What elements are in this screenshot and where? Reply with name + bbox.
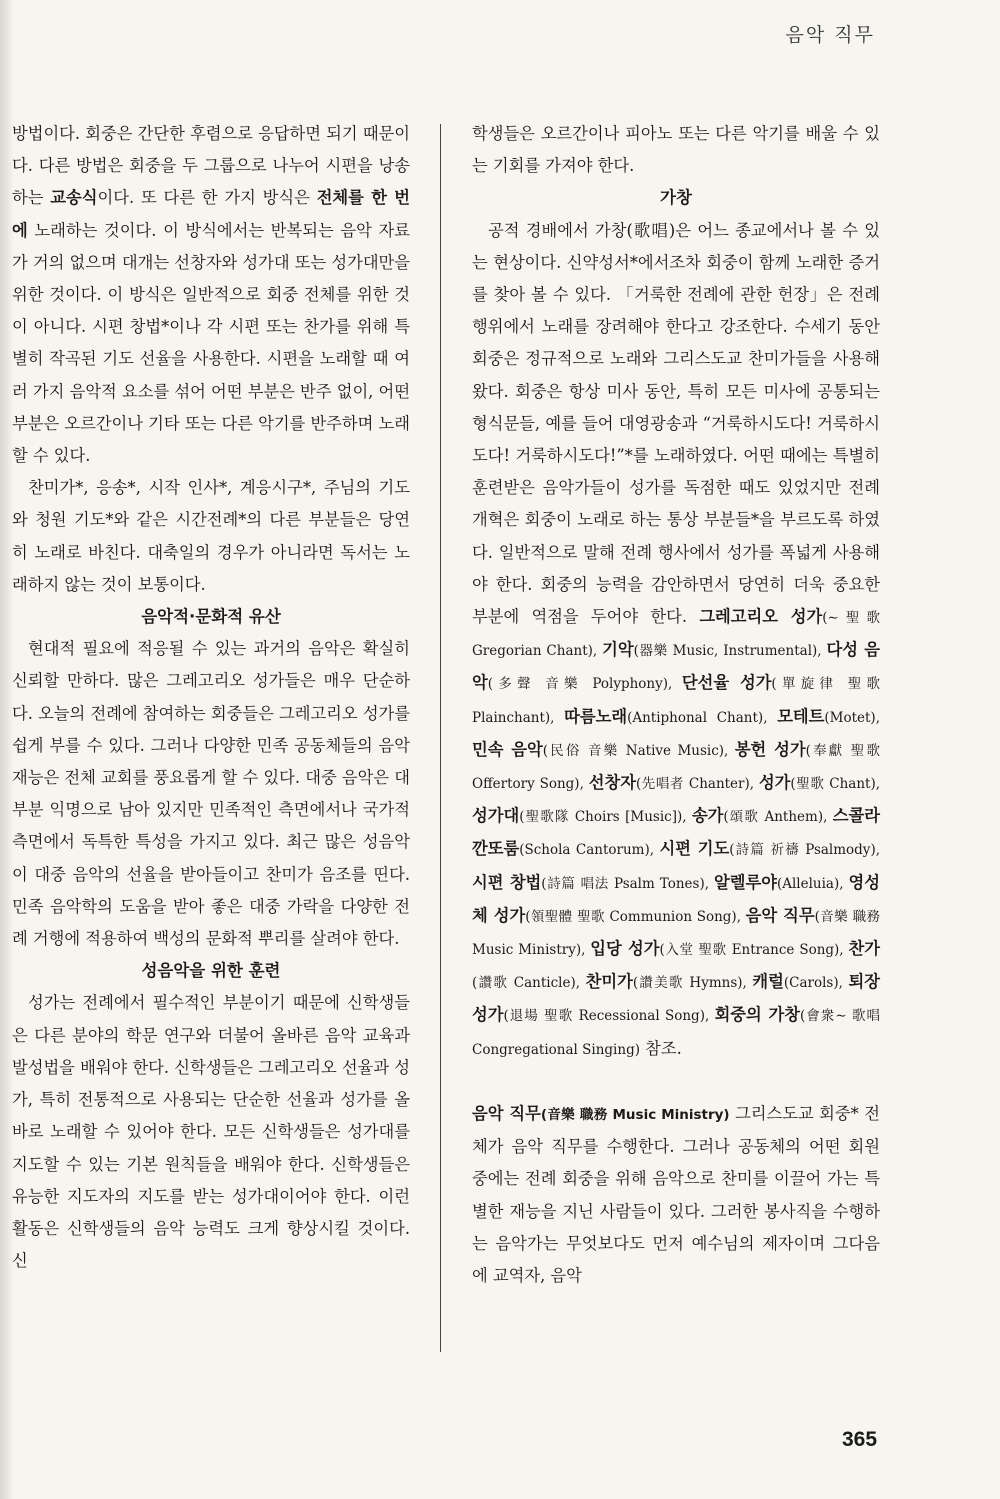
- cross-reference-gloss: (聖歌 Chant),: [790, 776, 881, 793]
- cross-reference-term: 모테트: [777, 706, 825, 726]
- section-heading-training: 성음악을 위한 훈련: [141, 961, 281, 981]
- cross-reference-gloss: (多聲 音樂 Polyphony),: [487, 676, 682, 693]
- cross-reference-term: 민속 음악: [472, 739, 543, 759]
- cross-reference-term: 회중의 가창: [714, 1005, 800, 1025]
- section-heading-singing: 가창: [660, 188, 692, 208]
- cross-reference-term: 다성 음악: [472, 640, 881, 693]
- cross-reference-term: 찬가: [848, 939, 880, 959]
- cross-reference-term: 찬미가: [585, 972, 633, 992]
- cross-reference-term: 단선율 성가: [681, 673, 772, 693]
- cross-reference-gloss: (頌歌 Anthem),: [723, 809, 833, 826]
- bold-term: 교송식: [50, 188, 98, 208]
- cross-reference-term: 송가: [691, 806, 724, 826]
- page-number: 365: [842, 1428, 878, 1451]
- cross-reference-gloss: (讚美歌 Hymns),: [632, 975, 753, 992]
- cross-reference-gloss: (會衆∼ 歌唱 Congregational Singing): [472, 1008, 880, 1058]
- left-paragraph-4: 성가는 전례에서 필수적인 부분이기 때문에 신학생들은 다른 분야의 학문 연구와 더불어 올바른 음악 교육과 발성법을 배워야 한다. 신학생들은 그레고리오 선율과 성가, 특히 전통적으로 사용되는 단순한 선율과 성가를 올바로 노래할 수 있어야 한다. 모든 신학생들은 성가대를 지도할 수 있는 기본 원칙들을 배워야 한다. 신학생들은 유능한 지도자의 지도를 받는 성가대이어야 한다. 이런 활동은 신학생들의 음악 능력도 크게 향상시킬 것이다. 신: [12, 993, 410, 1271]
- cross-reference-gloss: (退場 聖歌 Recessional Song),: [503, 1008, 715, 1025]
- text-run: 공적 경배에서 가창(歌唱)은 어느 종교에서나 볼 수 있는 현상이다. 신약성서*에서조차 회중이 함께 노래한 증거를 찾아 볼 수 있다. 「거룩한 전례에 관한 헌장」은 전례 행위에서 노래를 장려해야 한다고 강조한다. 수세기 동안 회중은 정규적으로 노래와 그리스도교 찬미가들을 사용해 왔다. 회중은 항상 미사 동안, 특히 모든 미사에 공통되는 형식문들, 예를 들어 대영광송과 “거룩하시도다! 거룩하시도다! 거룩하시도다!”*를 노래하였다. 어떤 때에는 특별히 훈련받은 음악가들이 성가를 독점한 때도 있었지만 전례 개혁은 회중이 노래로 하는 통상 부분들*을 부르도록 하였다. 일반적으로 말해 전례 행사에서 성가를 폭넓게 사용해야 한다. 회중의 능력을 감안하면서 당연히 더욱 중요한 부분에 역점을 두어야 한다.: [472, 220, 880, 627]
- cross-reference-term: 그레고리오 성가: [699, 607, 823, 627]
- cross-reference-gloss: (詩篇 唱法 Psalm Tones),: [541, 875, 715, 892]
- running-head: 음악 직무: [785, 24, 875, 46]
- cross-reference-term: 스콜라 깐또룸: [472, 806, 880, 859]
- cross-references: [472, 607, 880, 1058]
- cross-reference-gloss: (詩篇 祈禱 Psalmody),: [729, 842, 880, 859]
- cross-reference-term: 입당 성가: [590, 939, 660, 959]
- cross-reference-term: 성가대: [472, 806, 520, 826]
- right-paragraph-1: 학생들은 오르간이나 피아노 또는 다른 악기를 배울 수 있는 기회를 가져야 한다.: [472, 124, 880, 176]
- cross-reference-term: 알렐루야: [714, 872, 777, 892]
- cross-reference-gloss: (先唱者 Chanter),: [635, 776, 759, 793]
- left-paragraph-3: 현대적 필요에 적응될 수 있는 과거의 음악은 확실히 신뢰할 만하다. 많은 그레고리오 성가들은 매우 단순하다. 오늘의 전례에 참여하는 회중들은 그레고리오 성가를 쉽게 부를 수 있다. 그러나 다양한 민족 공동체들의 음악 재능은 전체 교회를 풍요롭게 할 수 있다. 대중 음악은 대부분 익명으로 남아 있지만 민족적인 측면에서나 국가적 측면에서 독특한 특성을 가지고 있다. 최근 많은 성음악이 대중 음악의 선율을 받아들이고 찬미가 음조를 띤다. 민족 음악학의 도움을 받아 좋은 대중 가락을 다양한 전례 거행에 적용하여 백성의 문화적 뿌리를 살려야 한다.: [12, 639, 410, 949]
- cross-reference-term: 선창자: [588, 773, 636, 793]
- cross-reference-term: 시편 기도: [659, 839, 730, 859]
- cross-reference-gloss: (民俗 音樂 Native Music),: [542, 742, 735, 759]
- column-divider: [440, 124, 441, 1352]
- cross-reference-suffix: 참조.: [639, 1038, 682, 1058]
- cross-reference-term: 따름노래: [564, 706, 628, 726]
- cross-reference-term: 영성체 성가: [472, 872, 880, 925]
- cross-reference-term: 성가: [758, 773, 791, 793]
- cross-reference-term: 음악 직무: [745, 905, 815, 925]
- entry-gap: [472, 1066, 880, 1098]
- cross-reference-gloss: (Antiphonal Chant),: [627, 709, 778, 726]
- cross-reference-gloss: (Carols),: [783, 975, 849, 992]
- cross-reference-gloss: (Schola Cantorum),: [519, 842, 660, 859]
- cross-reference-term: 캐럴: [752, 972, 784, 992]
- right-paragraph-2: [472, 215, 880, 1066]
- text-run: 노래하는 것이다. 이 방식에서는 반복되는 음악 자료가 거의 없으며 대개는 선창자와 성가대 또는 성가대만을 위한 것이다. 이 방식은 일반적으로 회중 전체를 위한 것이 아니다. 시편 창법*이나 각 시편 또는 찬가를 위해 특별히 작곡된 기도 선율을 사용한다. 시편을 노래할 때 여러 가지 음악적 요소를 섞어 어떤 부분은 반주 없이, 어떤 부분은 오르간이나 기타 또는 다른 악기를 반주하며 노래할 수 있다.: [12, 220, 410, 466]
- entry-text: 그리스도교 회중* 전체가 음악 직무를 수행한다. 그러나 공동체의 어떤 회원 중에는 전례 회중을 위해 음악으로 찬미를 이끌어 가는 특별한 재능을 지닌 사람들이 있다. 그러한 봉사직을 수행하는 음악가는 무엇보다도 먼저 예수님의 제자이며 그다음에 교역자, 음악: [472, 1103, 880, 1285]
- entry-gloss: (音樂 職務 Music Ministry): [540, 1106, 730, 1123]
- left-paragraph-2: 찬미가*, 응송*, 시작 인사*, 계응시구*, 주님의 기도와 청원 기도*와 같은 시간전례*의 다른 부분들은 당연히 노래로 바친다. 대축일의 경우가 아니라면 독서는 노래하지 않는 것이 보통이다.: [12, 478, 410, 594]
- bold-term: 전체를 한 번에: [12, 188, 410, 240]
- text-run: 이다. 또 다른 한 가지 방식은: [97, 188, 317, 208]
- cross-reference-gloss: (單旋律 聖歌 Plainchant),: [472, 676, 880, 726]
- cross-reference-gloss: (器樂 Music, Instrumental),: [633, 643, 827, 660]
- cross-reference-gloss: (Motet),: [824, 709, 880, 726]
- cross-reference-term: 시편 창법: [472, 872, 542, 892]
- right-column: [472, 118, 880, 1292]
- cross-reference-term: 기악: [602, 640, 634, 660]
- entry-title: 음악 직무: [472, 1103, 541, 1123]
- cross-reference-gloss: (聖歌隊 Choirs [Music]),: [519, 809, 692, 826]
- entry-music-ministry: [472, 1098, 880, 1292]
- cross-reference-gloss: (讚歌 Canticle),: [472, 975, 586, 992]
- section-heading-heritage: 음악적·문화적 유산: [141, 607, 281, 627]
- left-column: [12, 118, 410, 1277]
- text-run: 방법이다. 회중은 간단한 후렴으로 응답하면 되기 때문이다. 다른 방법은 회중을 두 그룹으로 나누어 시편을 낭송하는: [12, 124, 410, 208]
- cross-reference-gloss: (奉獻 聖歌 Offertory Song),: [472, 742, 880, 793]
- cross-reference-gloss: (入堂 聖歌 Entrance Song),: [659, 942, 849, 959]
- cross-reference-gloss: (音樂 職務 Music Ministry),: [472, 908, 880, 959]
- cross-reference-term: 퇴장 성가: [472, 972, 880, 1025]
- cross-reference-term: 봉헌 성가: [734, 739, 806, 759]
- cross-reference-gloss: (Alleluia),: [776, 875, 849, 892]
- cross-reference-gloss: (領聖體 聖歌 Communion Song),: [525, 908, 746, 925]
- left-paragraph-1: [12, 118, 410, 472]
- cross-reference-gloss: (∼聖歌 Gregorian Chant),: [472, 610, 880, 660]
